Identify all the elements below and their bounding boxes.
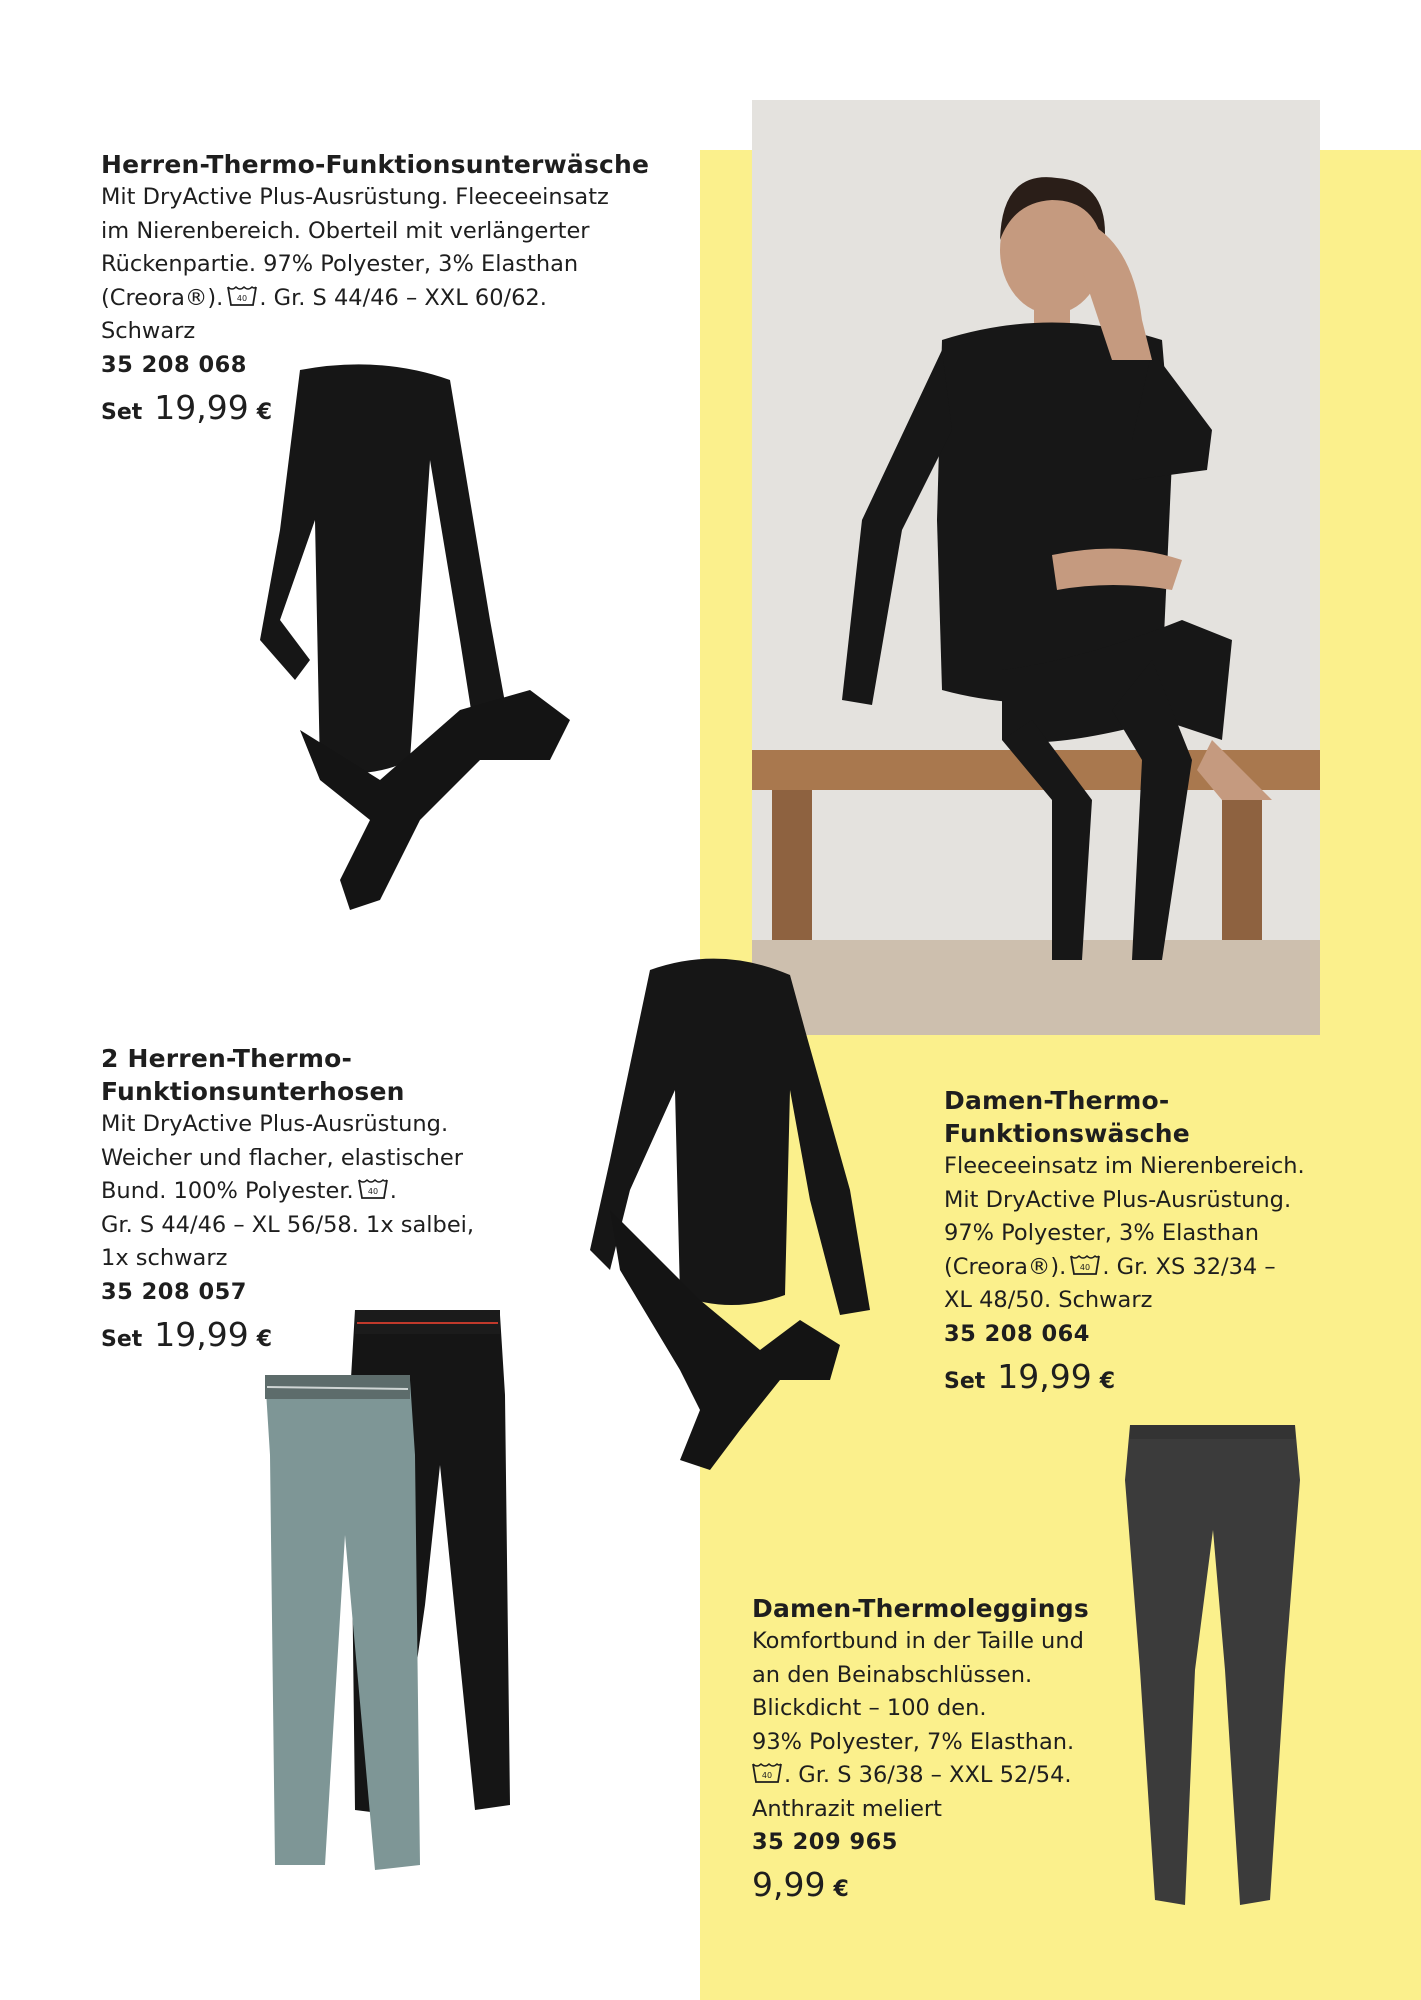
price-prefix: Set: [944, 1368, 986, 1394]
price-value: 19,99: [997, 1356, 1092, 1396]
price-value: 9,99: [752, 1865, 826, 1904]
desc-line: XL 48/50. Schwarz: [944, 1287, 1153, 1313]
price-prefix: Set: [101, 399, 143, 425]
article-number: 35 208 057: [101, 1278, 247, 1305]
svg-text:40: 40: [1080, 1262, 1091, 1272]
desc-line: Komfortbund in der Taille und: [752, 1628, 1084, 1654]
product-description: [101, 1108, 521, 1276]
product-description: [101, 181, 661, 349]
title-line: Damen-Thermo-: [944, 1086, 1170, 1115]
article-number: 35 208 068: [101, 351, 247, 378]
product-title: [101, 1042, 521, 1108]
svg-text:40: 40: [761, 1771, 773, 1780]
desc-line: Mit DryActive Plus-Ausrüstung.: [944, 1186, 1292, 1213]
desc-line: 97% Polyester, 3% Elasthan: [944, 1220, 1259, 1246]
product-title: Damen-Thermoleggings: [752, 1594, 1089, 1623]
product-image-leggings: [1115, 1420, 1310, 1915]
desc-text: Bund. 100% Polyester.: [101, 1178, 354, 1204]
desc-line: [101, 1175, 521, 1209]
desc-line: [752, 1759, 1132, 1793]
desc-text: . Gr. S 36/38 – XXL 52/54.: [784, 1762, 1072, 1788]
wash-40-icon: [752, 1761, 782, 1785]
desc-line: im Nierenbereich. Oberteil mit verlängerter: [101, 217, 590, 244]
desc-line: Weicher und flacher, elastischer: [101, 1144, 463, 1171]
currency: €: [833, 1877, 849, 1902]
wash-40-icon: [1070, 1253, 1100, 1277]
desc-line: Rückenpartie. 97% Polyester, 3% Elasthan: [101, 251, 579, 277]
title-line: Funktionsunterhosen: [101, 1077, 405, 1106]
price-prefix: Set: [101, 1326, 143, 1352]
desc-line: Mit DryActive Plus-Ausrüstung. Fleeceeinsatz: [101, 184, 609, 210]
product-damen-leggings: [752, 1592, 1132, 1904]
desc-line: Anthrazit meliert: [752, 1795, 942, 1822]
price: [752, 1865, 1132, 1904]
desc-line: [944, 1251, 1364, 1285]
product-image-damen-set: [590, 950, 890, 1470]
desc-text: (Creora®).: [944, 1253, 1067, 1280]
desc-text: .: [389, 1178, 397, 1204]
article-number: 35 208 064: [944, 1320, 1090, 1347]
price: [944, 1357, 1364, 1396]
wash-40-icon: [358, 1177, 388, 1201]
currency: €: [256, 1326, 273, 1352]
product-title: Herren-Thermo-Funktionsunterwäsche: [101, 150, 650, 179]
product-description: [944, 1150, 1364, 1318]
desc-line: Schwarz: [101, 318, 196, 344]
product-image-herren-set: [260, 360, 620, 920]
model-photo: [752, 100, 1320, 1035]
currency: €: [256, 399, 273, 425]
product-image-unterhosen: [245, 1305, 535, 1875]
desc-text: . Gr. XS 32/34 –: [1102, 1253, 1276, 1280]
desc-text: . Gr. S 44/46 – XXL 60/62.: [259, 284, 547, 311]
desc-line: Mit DryActive Plus-Ausrüstung.: [101, 1111, 449, 1137]
svg-text:40: 40: [237, 293, 248, 303]
svg-text:40: 40: [367, 1187, 378, 1196]
desc-line: 1x schwarz: [101, 1245, 228, 1271]
desc-line: Fleeceeinsatz im Nierenbereich.: [944, 1153, 1305, 1179]
product-title: [944, 1084, 1364, 1150]
product-damen-thermo-set: [944, 1084, 1364, 1396]
price-value: 19,99: [154, 387, 249, 427]
title-line: 2 Herren-Thermo-: [101, 1044, 353, 1073]
desc-line: Gr. S 44/46 – XL 56/58. 1x salbei,: [101, 1211, 475, 1238]
product-description: [752, 1625, 1132, 1826]
desc-line: [101, 282, 661, 316]
currency: €: [1099, 1368, 1116, 1394]
price-value: 19,99: [154, 1314, 249, 1354]
desc-line: 93% Polyester, 7% Elasthan.: [752, 1728, 1075, 1755]
wash-40-icon: [227, 284, 257, 308]
desc-text: (Creora®).: [101, 284, 224, 311]
desc-line: an den Beinabschlüssen.: [752, 1661, 1033, 1688]
title-line: Funktionswäsche: [944, 1119, 1190, 1148]
desc-line: Blickdicht – 100 den.: [752, 1695, 987, 1721]
article-number: 35 209 965: [752, 1829, 898, 1855]
